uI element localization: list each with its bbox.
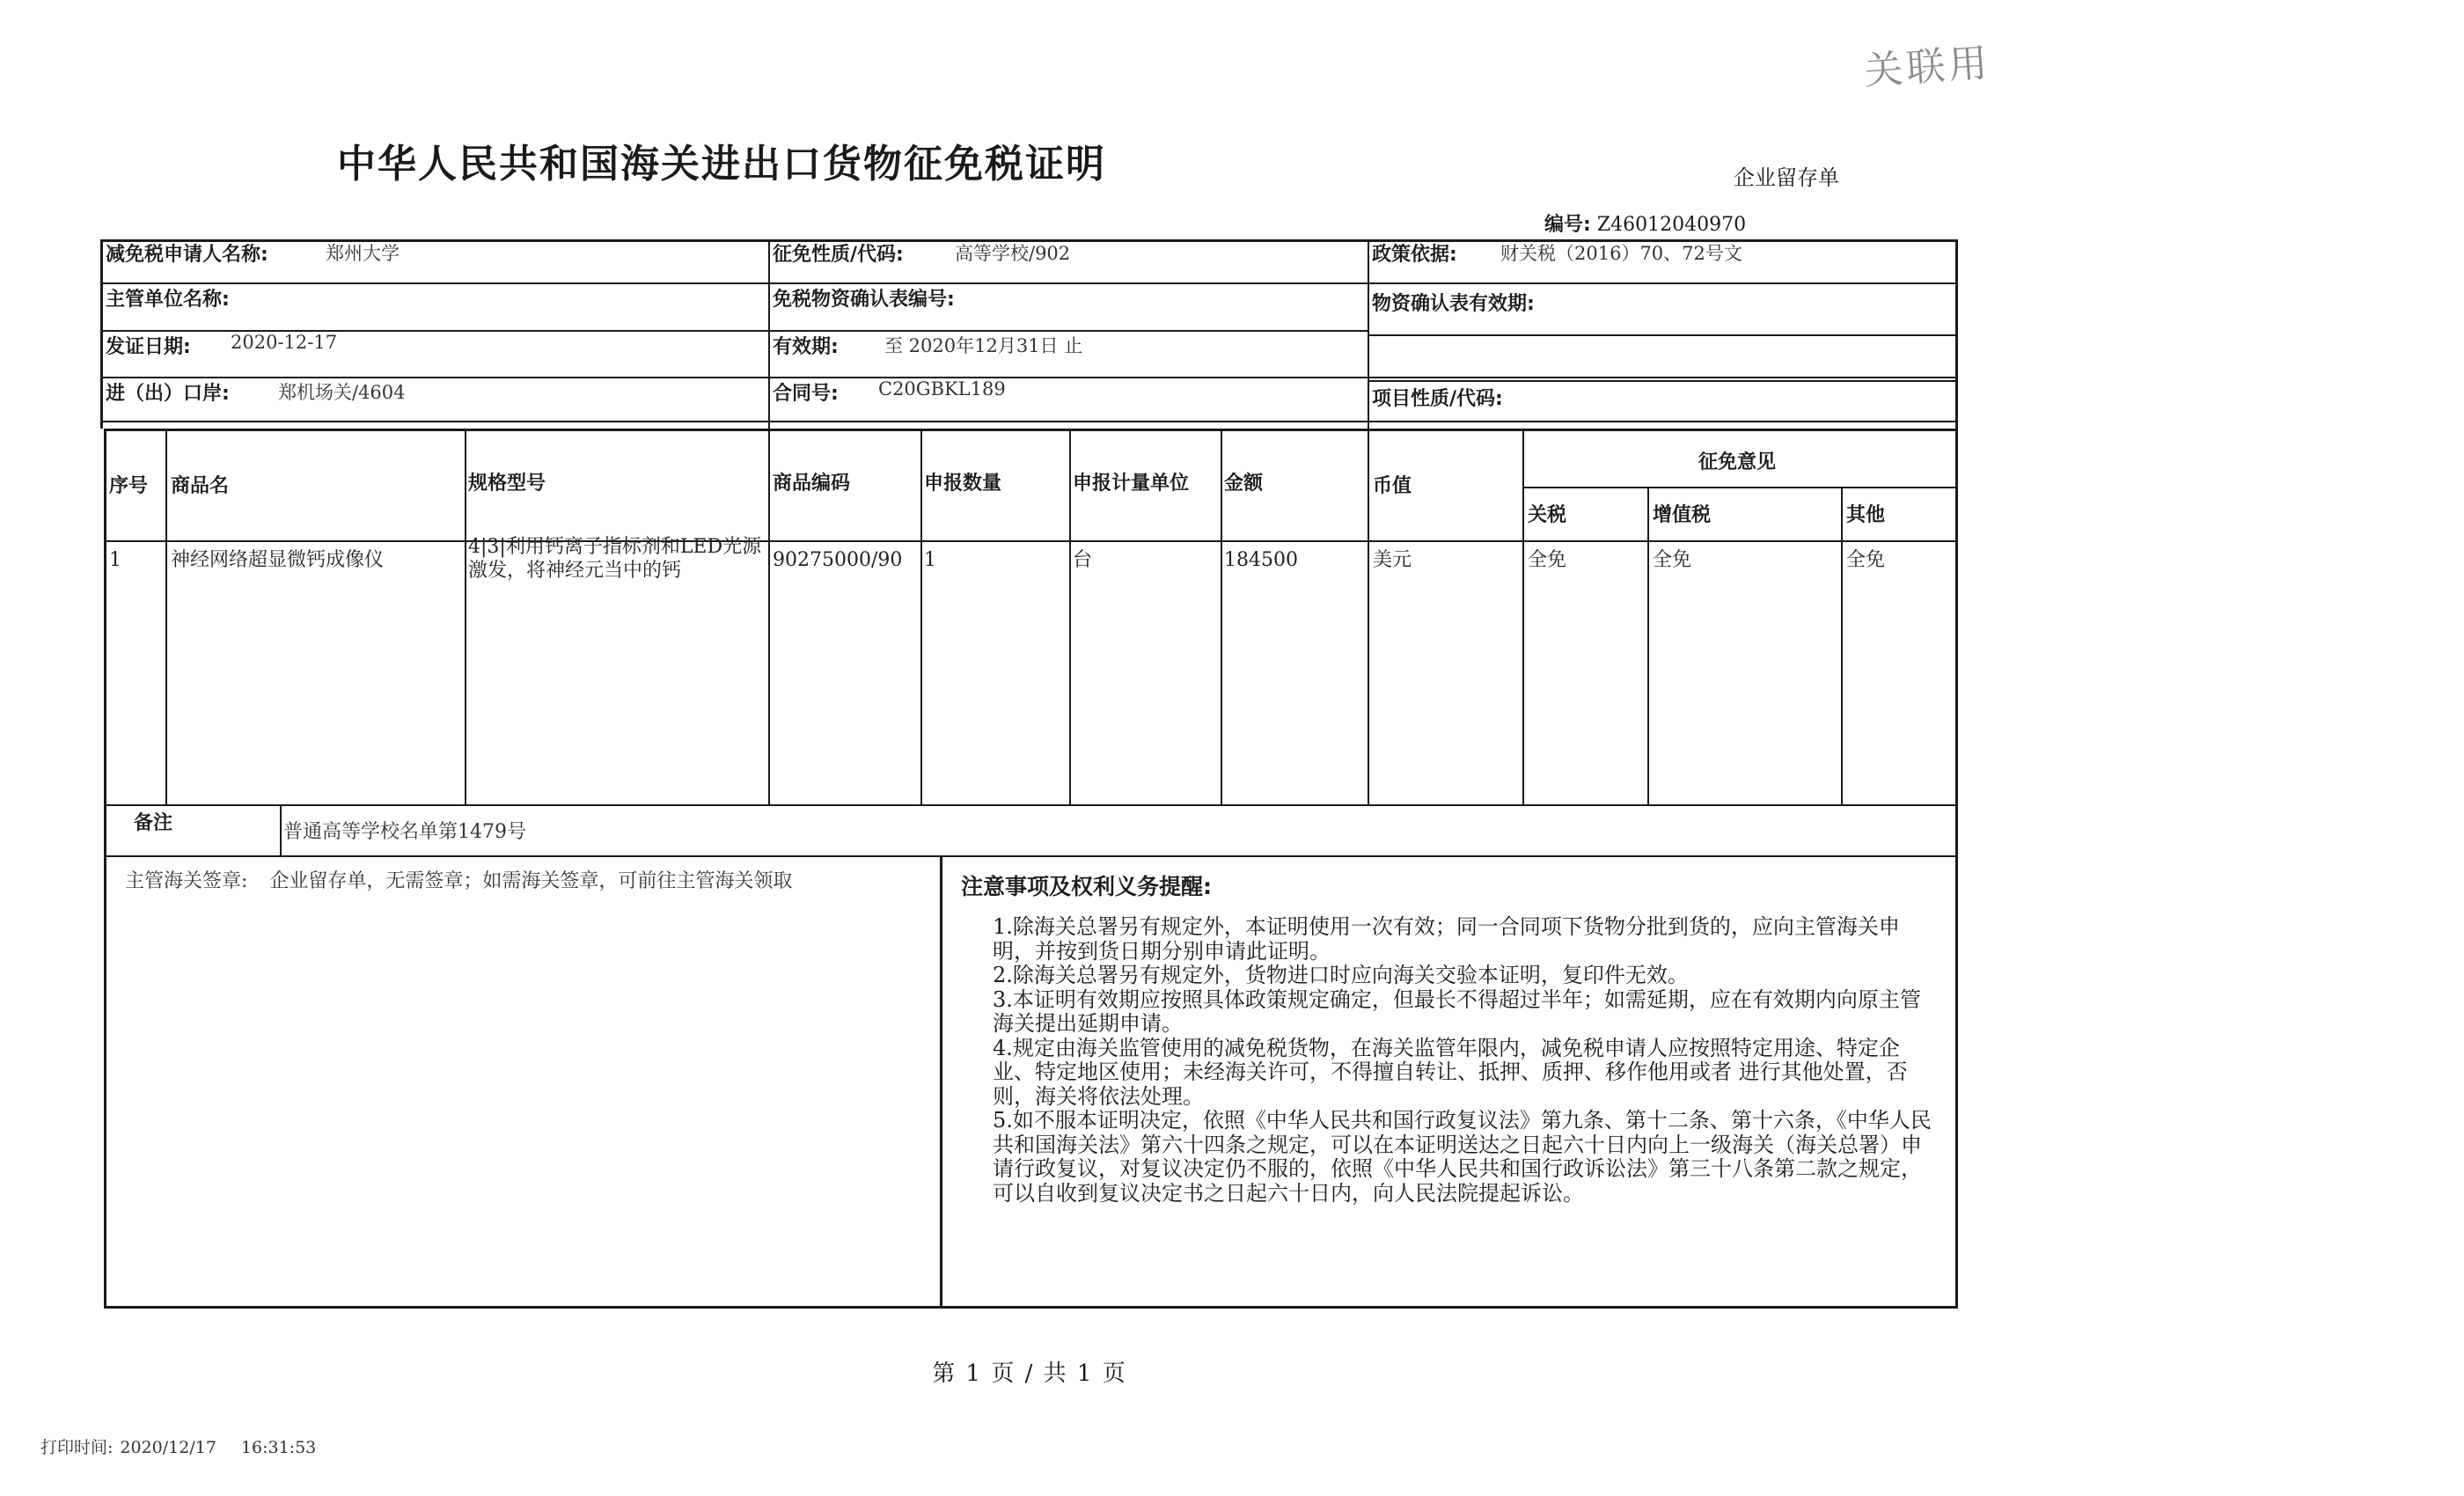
- applicant-label: 减免税申请人名称:: [106, 244, 268, 266]
- page-indicator: 第 1 页 / 共 1 页: [932, 1360, 1127, 1387]
- validity-label: 有效期:: [773, 336, 839, 358]
- notice-item-1: 1.除海关总署另有规定外，本证明使用一次有效；同一合同项下货物分批到货的，应向主管海关申明，并按到货日期分别申请此证明。: [993, 914, 1900, 964]
- authority-label: 主管单位名称:: [106, 289, 230, 311]
- remarks-value: 普通高等学校名单第1479号: [283, 821, 526, 843]
- print-time: [40, 1434, 316, 1458]
- issue-date-value: 2020-12-17: [231, 332, 338, 353]
- notice-title: 注意事项及权利义务提醒:: [961, 874, 1212, 899]
- print-date: 2020/12/17: [120, 1438, 216, 1457]
- col-seq-header: 序号: [109, 475, 149, 497]
- port-value: 郑机场关/4604: [278, 382, 406, 403]
- document-title: 中华人民共和国海关进出口货物征免税证明: [337, 142, 1106, 187]
- print-clock: 16:31:53: [240, 1438, 317, 1457]
- col-other-header: 其他: [1846, 504, 1886, 526]
- confirm-no-label: 免税物资确认表编号:: [773, 289, 955, 311]
- copy-type-label: 企业留存单: [1734, 165, 1839, 190]
- row-qty: 1: [924, 549, 936, 571]
- notice-item-3: 3.本证明有效期应按照具体政策规定确定，但最长不得超过半年；如需延期，应在有效期内向原主管海关提出延期申请。: [993, 986, 1921, 1036]
- notice-item-2: 2.除海关总署另有规定外，货物进口时应向海关交验本证明，复印件无效。: [993, 963, 1689, 987]
- row-code: 90275000/90: [773, 549, 903, 571]
- contract-value: C20GBKL189: [878, 378, 1006, 400]
- notice-body: [993, 915, 1934, 1206]
- row-unit: 台: [1073, 549, 1093, 571]
- col-qty-header: 申报数量: [924, 473, 1002, 495]
- col-vat-header: 增值税: [1653, 504, 1712, 526]
- issue-date-label: 发证日期:: [106, 336, 191, 358]
- row-currency: 美元: [1373, 549, 1412, 571]
- confirm-validity-label: 物资确认表有效期:: [1372, 293, 1535, 315]
- policy-label: 政策依据:: [1372, 244, 1457, 266]
- row-other: 全免: [1846, 549, 1886, 571]
- row-spec: 4|3|利用钙离子指标剂和LED光源激发，将神经元当中的钙: [468, 536, 762, 582]
- row-amount: 184500: [1224, 549, 1298, 571]
- contract-label: 合同号:: [773, 383, 839, 405]
- remarks-label: 备注: [134, 812, 173, 834]
- handwritten-note: 关联用: [1862, 40, 1992, 94]
- row-seq: 1: [109, 549, 121, 571]
- row-name: 神经网络超显微钙成像仪: [171, 549, 385, 571]
- document-number-label: 编号:: [1544, 214, 1591, 236]
- customs-seal-value: 企业留存单，无需签章；如需海关签章，可前往主管海关领取: [269, 870, 793, 892]
- validity-value: 至 2020年12月31日 止: [884, 335, 1083, 356]
- customs-seal: [125, 866, 792, 893]
- row-tariff: 全免: [1528, 549, 1567, 571]
- port-label: 进（出）口岸:: [106, 383, 230, 405]
- row-vat: 全免: [1653, 549, 1692, 571]
- applicant-value: 郑州大学: [326, 243, 400, 264]
- document-number: [1544, 209, 1746, 237]
- document-number-value: Z46012040970: [1596, 214, 1747, 236]
- col-unit-header: 申报计量单位: [1073, 473, 1190, 495]
- project-label: 项目性质/代码:: [1372, 388, 1503, 410]
- notice-item-4: 4.规定由海关监管使用的减免税货物，在海关监管年限内，减免税申请人应按照特定用途、特定企业、特定地区使用；未经海关许可，不得擅自转让、抵押、质押、移作他用或者 进行其他处置，否则，海关将依法处理。: [993, 1035, 1908, 1109]
- exempt-nature-value: 高等学校/902: [955, 243, 1071, 264]
- col-opinion-header: 征免意见: [1698, 451, 1777, 473]
- policy-value: 财关税（2016）70、72号文: [1500, 243, 1742, 264]
- print-time-label: 打印时间:: [40, 1438, 114, 1457]
- customs-seal-label: 主管海关签章:: [125, 870, 248, 892]
- col-code-header: 商品编码: [773, 473, 851, 495]
- col-name-header: 商品名: [171, 475, 230, 497]
- notice-item-5: 5.如不服本证明决定，依照《中华人民共和国行政复议法》第九条、第十二条、第十六条，《中华人民共和国海关法》第六十四条之规定，可以在本证明送达之日起六十日内向上一级海关（海关总署）申请行政复议，对复议决定仍不服的，依照《中华人民共和国行政诉讼法》第三十八条第二款之规定，可以自收到复议决定书之日起六十日内，向人民法院提起诉讼。: [993, 1108, 1932, 1206]
- exempt-nature-label: 征免性质/代码:: [773, 244, 904, 266]
- col-amount-header: 金额: [1224, 473, 1264, 495]
- col-currency-header: 币值: [1373, 475, 1412, 497]
- col-tariff-header: 关税: [1528, 504, 1567, 526]
- col-spec-header: 规格型号: [468, 473, 546, 495]
